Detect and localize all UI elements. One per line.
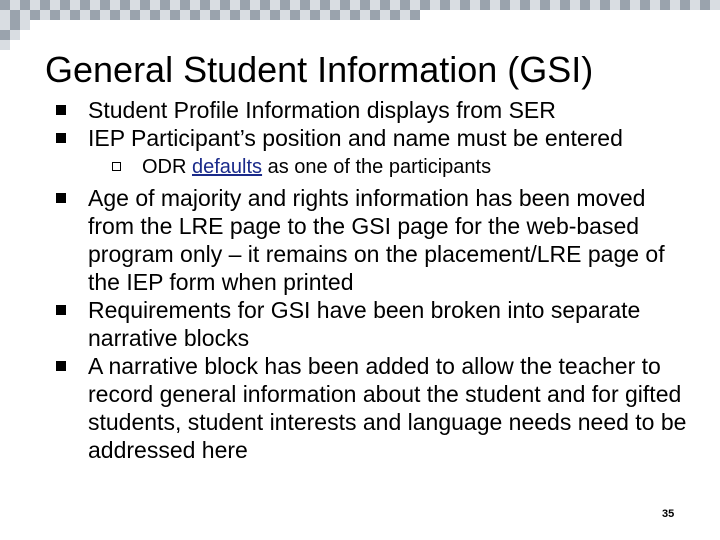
bullet-item bbox=[56, 96, 696, 124]
bullet-text: IEP Participant’s position and name must be entered bbox=[88, 125, 623, 151]
slide-body bbox=[56, 96, 696, 464]
square-bullet-icon bbox=[56, 105, 66, 115]
sub-bullet-text-before: ODR bbox=[142, 156, 192, 178]
slide-title: General Student Information (GSI) bbox=[45, 49, 594, 90]
sub-bullet-text-after: as one of the participants bbox=[262, 156, 492, 178]
bullet-text: Age of majority and rights information has been moved from the LRE page to the GSI page for the web-based program only – it remains on the placement/LRE page of the IEP form when printed bbox=[88, 185, 665, 295]
square-bullet-icon bbox=[56, 193, 66, 203]
defaults-link[interactable]: defaults bbox=[192, 156, 263, 178]
sub-bullet-item bbox=[56, 154, 696, 180]
square-bullet-icon bbox=[56, 361, 66, 371]
bullet-item bbox=[56, 124, 696, 152]
bullet-text: Requirements for GSI have been broken into separate narrative blocks bbox=[88, 297, 641, 351]
bullet-text: Student Profile Information displays from SER bbox=[88, 97, 556, 123]
hollow-square-bullet-icon bbox=[112, 162, 121, 171]
square-bullet-icon bbox=[56, 133, 66, 143]
bullet-text: A narrative block has been added to allow the teacher to record general information about the student and for gifted students, student interests and language needs need to be addressed here bbox=[88, 353, 687, 463]
bullet-item bbox=[56, 352, 696, 464]
square-bullet-icon bbox=[56, 305, 66, 315]
page-number: 35 bbox=[662, 508, 675, 520]
bullet-item bbox=[56, 296, 696, 352]
bullet-item bbox=[56, 184, 696, 296]
